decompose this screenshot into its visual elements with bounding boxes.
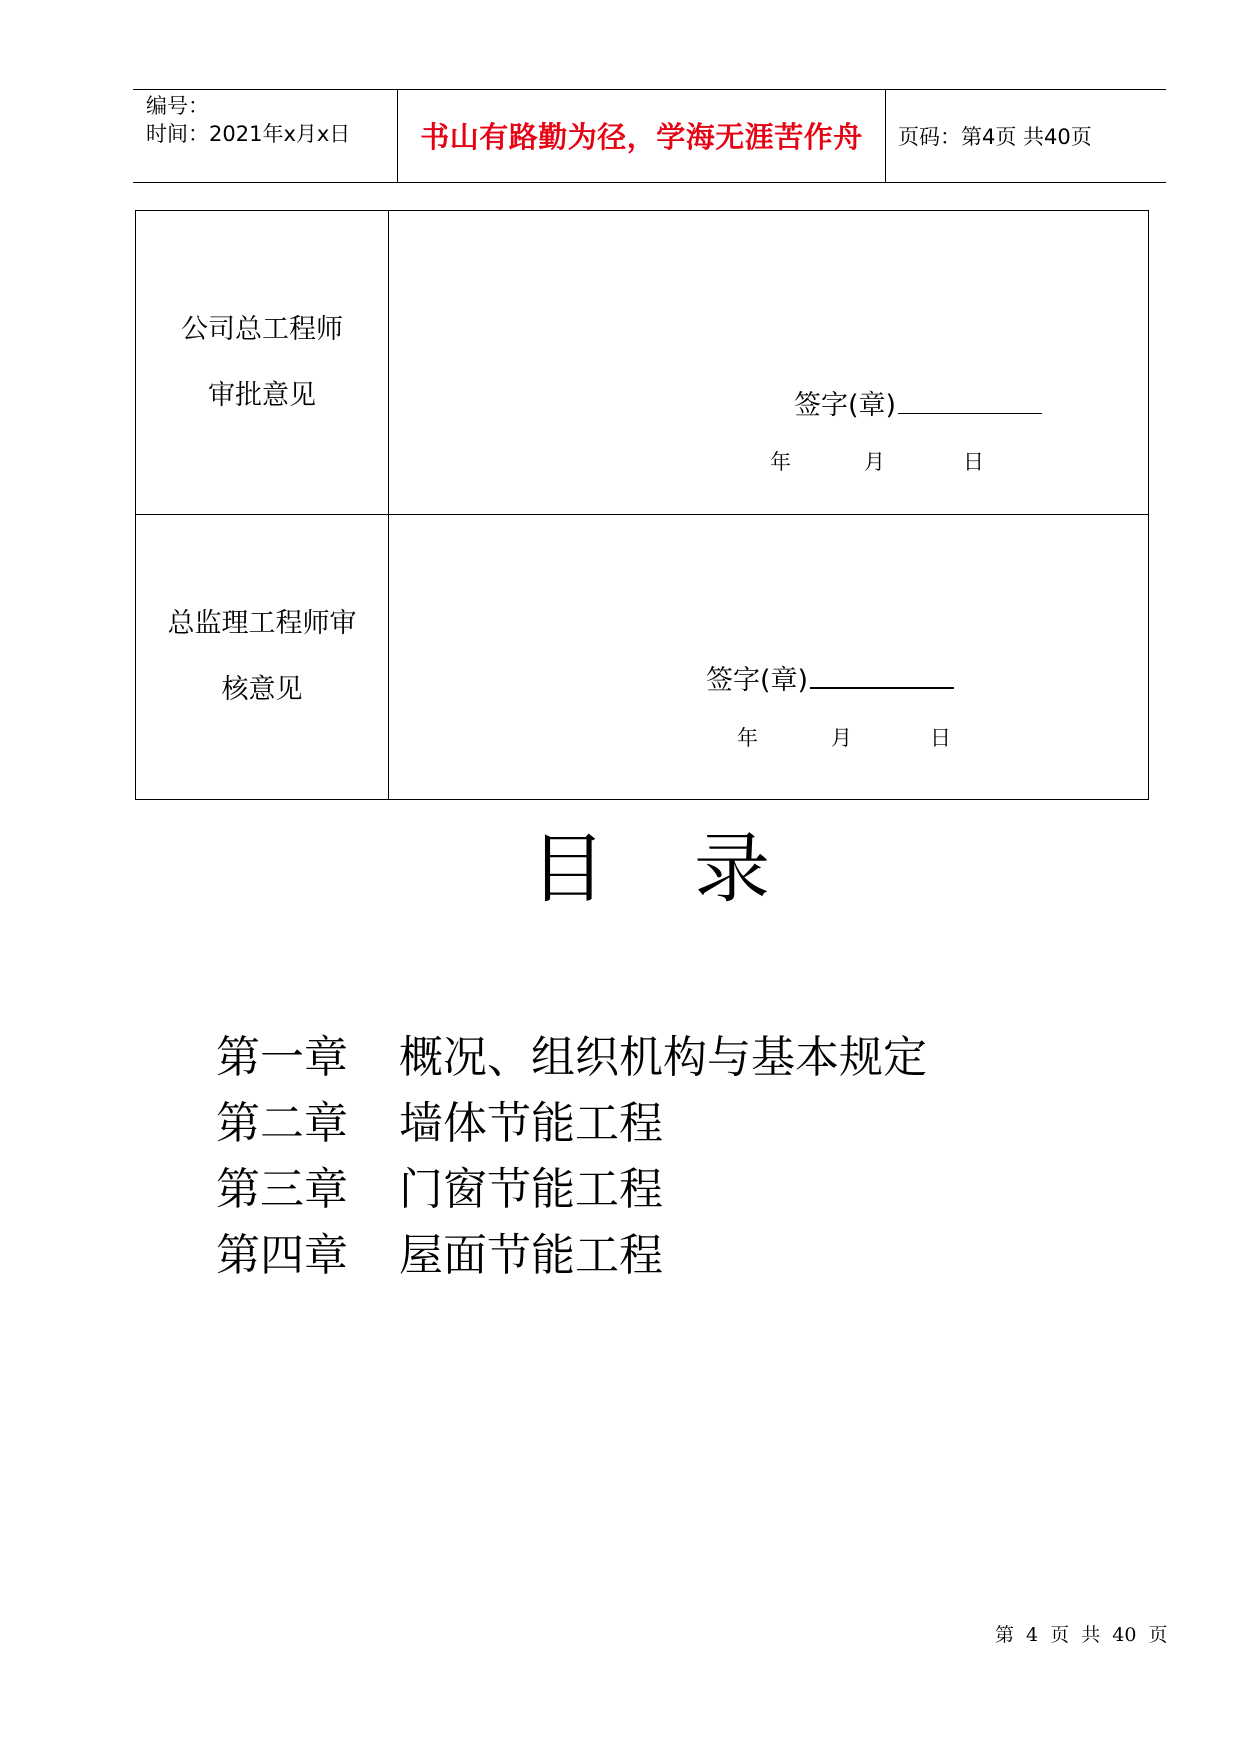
toc-entry[interactable] xyxy=(216,1091,927,1157)
approval-row-chief-supervisor xyxy=(136,515,1149,800)
date-line xyxy=(770,446,984,476)
header-motto: 书山有路勤为径，学海无涯苦作舟 xyxy=(420,120,863,154)
date-day: 日 xyxy=(963,450,984,474)
signature-blank xyxy=(810,667,954,689)
doc-date: 时间：2021年x月x日 xyxy=(146,122,351,146)
toc-chapter-number: 第二章 xyxy=(216,1098,348,1149)
toc-list xyxy=(216,1025,927,1289)
toc-entry[interactable] xyxy=(216,1025,927,1091)
approval-label-line2: 核意见 xyxy=(221,674,303,705)
signature-line xyxy=(794,383,1042,422)
signature-blank xyxy=(898,393,1042,414)
toc-title-left: 目 xyxy=(530,824,606,913)
header-meta xyxy=(146,92,350,148)
date-day: 日 xyxy=(930,726,951,750)
approval-label-line1: 总监理工程师审 xyxy=(167,608,357,639)
date-month: 月 xyxy=(831,726,852,750)
approval-label-cell xyxy=(136,211,389,515)
toc-title-right: 录 xyxy=(694,824,770,913)
approval-label-line1: 公司总工程师 xyxy=(181,313,343,345)
signature-label: 签字(章) xyxy=(794,390,897,421)
toc-entry[interactable] xyxy=(216,1157,927,1223)
date-line xyxy=(737,722,951,752)
approval-label-line2: 审批意见 xyxy=(208,379,316,411)
toc-chapter-title: 屋面节能工程 xyxy=(399,1230,663,1281)
toc-chapter-title: 门窗节能工程 xyxy=(399,1164,663,1215)
approval-opinion-cell xyxy=(389,515,1149,800)
approval-table xyxy=(135,210,1149,800)
date-year: 年 xyxy=(737,726,758,750)
footer-page-number: 第 4 页 共 40 页 xyxy=(995,1624,1168,1646)
toc-title xyxy=(0,808,1241,917)
header-bottom-rule xyxy=(133,182,1166,183)
approval-opinion-cell xyxy=(389,211,1149,515)
doc-number-label: 编号： xyxy=(146,94,209,118)
toc-entry[interactable] xyxy=(216,1223,927,1289)
signature-line xyxy=(706,658,954,697)
date-month: 月 xyxy=(864,450,885,474)
signature-label: 签字(章) xyxy=(706,665,809,696)
toc-chapter-number: 第一章 xyxy=(216,1032,348,1083)
header-divider-right xyxy=(885,89,886,182)
toc-chapter-number: 第三章 xyxy=(216,1164,348,1215)
toc-chapter-title: 概况、组织机构与基本规定 xyxy=(399,1032,927,1083)
date-year: 年 xyxy=(770,450,791,474)
toc-chapter-number: 第四章 xyxy=(216,1230,348,1281)
toc-chapter-title: 墙体节能工程 xyxy=(399,1098,663,1149)
header-page-code: 页码：第4页 共40页 xyxy=(898,124,1092,149)
approval-row-chief-engineer xyxy=(136,211,1149,515)
approval-label-cell xyxy=(136,515,389,800)
